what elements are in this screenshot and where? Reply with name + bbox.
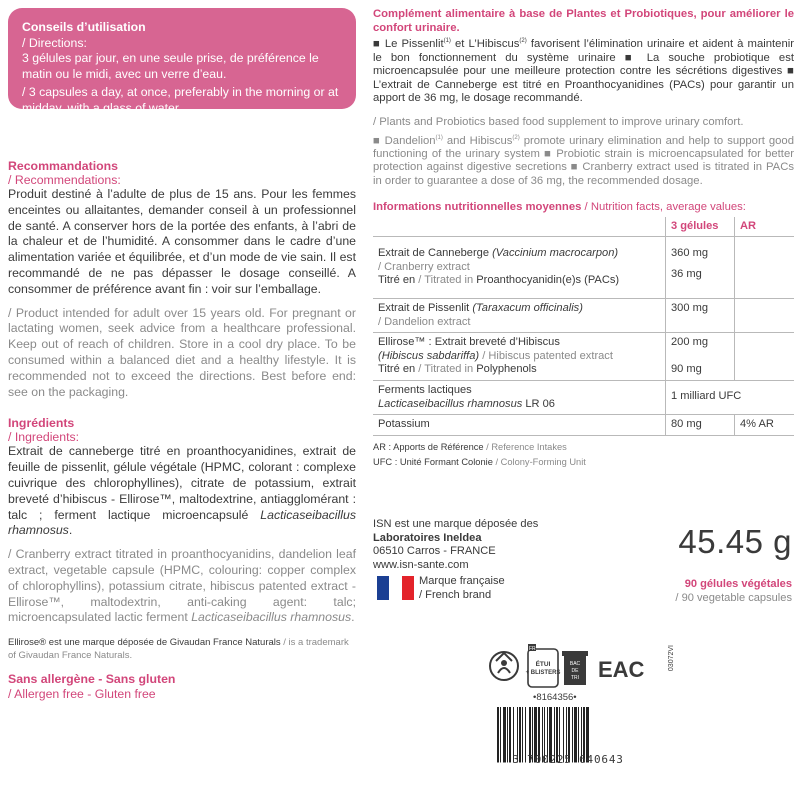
recommendations-fr: Produit destiné à l’adulte de plus de 15 ans. Pour les femmes enceintes ou allaitantes, demander conseil à un professionnel de santé. A conserver hors de la portée des enfants, à l’abri de la chaleur et de l’humidité. A consommer dans le cadre d’une alimentation variée et équilibrée, et d’un mode de vie sain. Il est recommandé de ne pas dépasser le dosage conseillé. A consommer de préférence avant fin : voir sur l’emballage.	[8, 187, 356, 296]
nutrition-title: Informations nutritionnelles moyennes	[373, 200, 582, 213]
ingredients-fr-main: Extrait de canneberge titré en proanthocyanidines, extrait de feuille de pissenlit, gélule végétale (HPMC, colorant : complexe cuivrique des chlorophyllines), citrate de potassium, extrait breveté d’hibiscus - Ellirose™, maltodextrine, antiagglomérant : talc ; ferment lactique microencapsulé	[8, 444, 356, 522]
pacs-value: 36 mg	[671, 267, 702, 280]
ferments-code: LR 06	[522, 397, 555, 410]
ingredients-en-main: / Cranberry extract titrated in proanthocyanidins, dandelion leaf extract, vegetable capsule (HPMC, colouring: copper complex of chlorophyllins), potassium citrate, hibiscus patented extract - Ellirose™, maltodextrin, anti-caking agent: talc; microencapsulated lactic ferment	[8, 547, 356, 625]
row-ferments-label	[373, 381, 666, 415]
reference-code: •8164356•	[533, 692, 577, 703]
cranberry-latin: (Vaccinium macrocarpon)	[492, 247, 619, 260]
directions-title: Conseils d’utilisation	[22, 20, 146, 34]
dandelion-en: / Dandelion extract	[378, 315, 471, 328]
supplement-title-en: / Plants and Probiotics based food supplement to improve urinary comfort.	[373, 115, 744, 128]
bin-icon	[562, 651, 588, 685]
company-info	[373, 518, 538, 572]
nutrition-header-row	[373, 217, 794, 237]
legend-ar-en: / Reference Intakes	[483, 441, 567, 452]
ingredients-en-strain: Lacticaseibacillus rhamnosus	[191, 610, 352, 625]
cranberry-en: / Cranberry extract	[378, 260, 470, 273]
capsules-en: / 90 vegetable capsules	[675, 591, 792, 604]
titrated-en: / Titrated in	[418, 274, 477, 287]
ingredients-fr-strain: Lacticaseibacillus rhamnosus	[8, 507, 356, 538]
left-column	[8, 8, 356, 702]
bac-label: BAC	[569, 661, 581, 667]
row-cranberry-ar	[735, 237, 795, 299]
footnote-2: (2)	[519, 38, 527, 45]
ingredients-en	[8, 547, 356, 626]
company-line1: ISN est une marque déposée des	[373, 518, 539, 530]
capsule-count	[675, 578, 792, 605]
hibiscus-value: 200 mg	[671, 336, 709, 349]
table-row	[373, 333, 794, 381]
brand-origin	[419, 575, 505, 602]
table-row	[373, 237, 794, 299]
legend-ar-fr: AR : Apports de Référence	[373, 441, 484, 452]
nutrition-heading	[373, 201, 794, 213]
ingredients-title-en: / Ingredients:	[8, 430, 80, 445]
lot-code: 03072VI	[668, 645, 675, 672]
polyphenols-label: Polyphenols	[476, 363, 537, 376]
row-potassium-value: 80 mg	[666, 415, 735, 436]
directions-en: / 3 capsules a day, at once, preferably in the morning or at midday, with a glass of water.	[22, 85, 339, 115]
trademark-note	[8, 636, 356, 662]
supplement-fr-c: favorisent l’élimination urinaire et aident à maintenir le bon fonctionnement du système urinaire ■ La souche probiotique est microencapsulée pour une meilleure protection contre les sécrétions digestives ■ L’extrait de Canneberge est titré en Proanthocyanidines (PACs) pour garantir un apport de 36 mg, le dosage recommandé.	[373, 37, 795, 105]
header-dose: 3 gélules	[666, 217, 735, 237]
hibiscus-en: / Hibiscus patented extract	[479, 349, 613, 362]
supplement-fr-b: et L’Hibiscus	[450, 37, 520, 50]
nutrition-legend	[373, 440, 794, 470]
row-hibiscus-values	[666, 333, 735, 381]
supplement-description-en	[373, 132, 794, 189]
sorting-info-icon	[526, 644, 561, 687]
row-cranberry-values	[666, 237, 735, 299]
legend-ufc-en: / Colony-Forming Unit	[492, 456, 586, 467]
ingredients-en-end: .	[351, 610, 355, 625]
pacs-label: Proanthocyanidin(e)s (PACs)	[476, 274, 620, 287]
row-potassium-ar: 4% AR	[735, 415, 795, 436]
eac-icon	[598, 657, 645, 682]
supplement-title: Complément alimentaire à base de Plantes et Probiotiques, pour améliorer le confort urinaire.	[373, 8, 794, 34]
legend-ufc-fr: UFC : Unité Formant Colonie	[373, 456, 493, 467]
directions-fr: 3 gélules par jour, en une seule prise, de préférence le matin ou le midi, avec un verre d’eau.	[22, 51, 319, 81]
row-cranberry-label	[373, 237, 666, 299]
header-ar: AR	[735, 217, 795, 237]
french-flag-icon	[377, 576, 414, 600]
cranberry-fr: Extrait de Canneberge	[378, 247, 493, 260]
row-dandelion-label	[373, 299, 666, 333]
supplement-fr-a: ■ Le Pissenlit	[373, 37, 444, 50]
footnote-1: (1)	[443, 38, 451, 45]
fr-badge: FR	[529, 646, 536, 652]
dandelion-latin: (Taraxacum officinalis)	[472, 302, 583, 315]
company-address: 06510 Carros - FRANCE	[373, 545, 496, 558]
hibiscus-titrated-fr: Titré en	[378, 363, 419, 376]
de-label: DE	[571, 668, 579, 674]
net-weight: 45.45 g	[678, 523, 792, 560]
hibiscus-titrated-en: / Titrated in	[418, 363, 477, 376]
triman-icon	[490, 652, 518, 680]
ferments-fr: Ferments lactiques	[378, 384, 472, 396]
recommendations-en: / Product intended for adult over 15 years old. For pregnant or lactating women, seek advice from a healthcare professional. Keep out of reach of children. Store in a cool dry place. To be consumed within a balanced diet and a healthy lifestyle. It is recommended not to exceed the directions. Best before end: see on the packaging.	[8, 305, 356, 399]
table-row	[373, 299, 794, 333]
supplement-en-b: and Hibiscus	[442, 134, 513, 147]
recommendations-title: Recommandations	[8, 159, 119, 173]
etui-label: ÉTUI	[535, 661, 551, 668]
trademark-en: / is a trademark of Givaudan France Naturals.	[8, 637, 349, 662]
row-dandelion-value: 300 mg	[666, 299, 735, 333]
blisters-label: + BLISTERS	[525, 670, 561, 676]
brand-en: / French brand	[419, 588, 492, 601]
barcode-number: 3 700225 640643	[512, 753, 624, 766]
titrated-fr: Titré en	[378, 274, 419, 287]
footnote-2-en: (2)	[512, 134, 520, 141]
row-hibiscus-ar	[735, 333, 795, 381]
cranberry-value: 360 mg	[671, 247, 709, 260]
row-potassium-label: Potassium	[373, 415, 666, 436]
ingredients-section	[8, 416, 356, 626]
header-empty	[373, 217, 666, 237]
ingredients-fr-end: .	[68, 523, 73, 538]
company-name: Laboratoires Ineldea	[373, 531, 482, 544]
directions-title-en: / Directions:	[22, 35, 87, 50]
right-column	[373, 8, 794, 470]
row-hibiscus-label	[373, 333, 666, 381]
directions-box	[8, 8, 356, 115]
table-row	[373, 381, 794, 415]
ingredients-title: Ingrédients	[8, 416, 75, 431]
dandelion-fr: Extrait de Pissenlit	[378, 302, 473, 315]
supplement-description-fr	[373, 35, 794, 106]
nutrition-title-en: / Nutrition facts, average values:	[584, 200, 746, 213]
brand-fr: Marque française	[419, 575, 505, 587]
allergen-fr: Sans allergène - Sans gluten	[8, 672, 176, 687]
row-dandelion-ar	[735, 299, 795, 333]
capsules-fr: 90 gélules végétales	[684, 578, 792, 590]
nutrition-table	[373, 217, 794, 436]
ferments-strain: Lacticaseibacillus rhamnosus	[378, 397, 523, 410]
eac-mark: EAC	[598, 657, 645, 682]
recycling-logos	[484, 641, 684, 691]
footnote-1-en: (1)	[435, 134, 443, 141]
polyphenols-value: 90 mg	[671, 362, 702, 375]
tri-label: TRI	[570, 675, 580, 681]
supplement-en-a: ■ Dandelion	[373, 134, 436, 147]
recommendations-title-en: / Recommendations:	[8, 173, 121, 187]
allergen-en: / Allergen free - Gluten free	[8, 687, 156, 702]
table-row	[373, 415, 794, 436]
hibiscus-fr: Ellirose™ : Extrait breveté d’Hibiscus	[378, 336, 560, 349]
hibiscus-latin: (Hibiscus sabdariffa)	[378, 349, 480, 362]
row-ferments-value: 1 milliard UFC	[666, 381, 795, 415]
allergen-section	[8, 672, 356, 702]
supplement-en-c: promote urinary elimination and help to support good functioning of the urinary system ■ Probiotic strain is microencapsulated for better protection against digestive secretions ■ Cranberry extract used is titrated in PACs in order to guarantee a dose of 36 mg, the recommended dosage.	[373, 134, 794, 188]
company-website: www.isn-sante.com	[373, 558, 469, 571]
trademark-fr: Ellirose® est une marque déposée de Givaudan France Naturals	[8, 637, 281, 649]
ingredients-fr	[8, 444, 356, 539]
recommendations-section	[8, 159, 356, 400]
